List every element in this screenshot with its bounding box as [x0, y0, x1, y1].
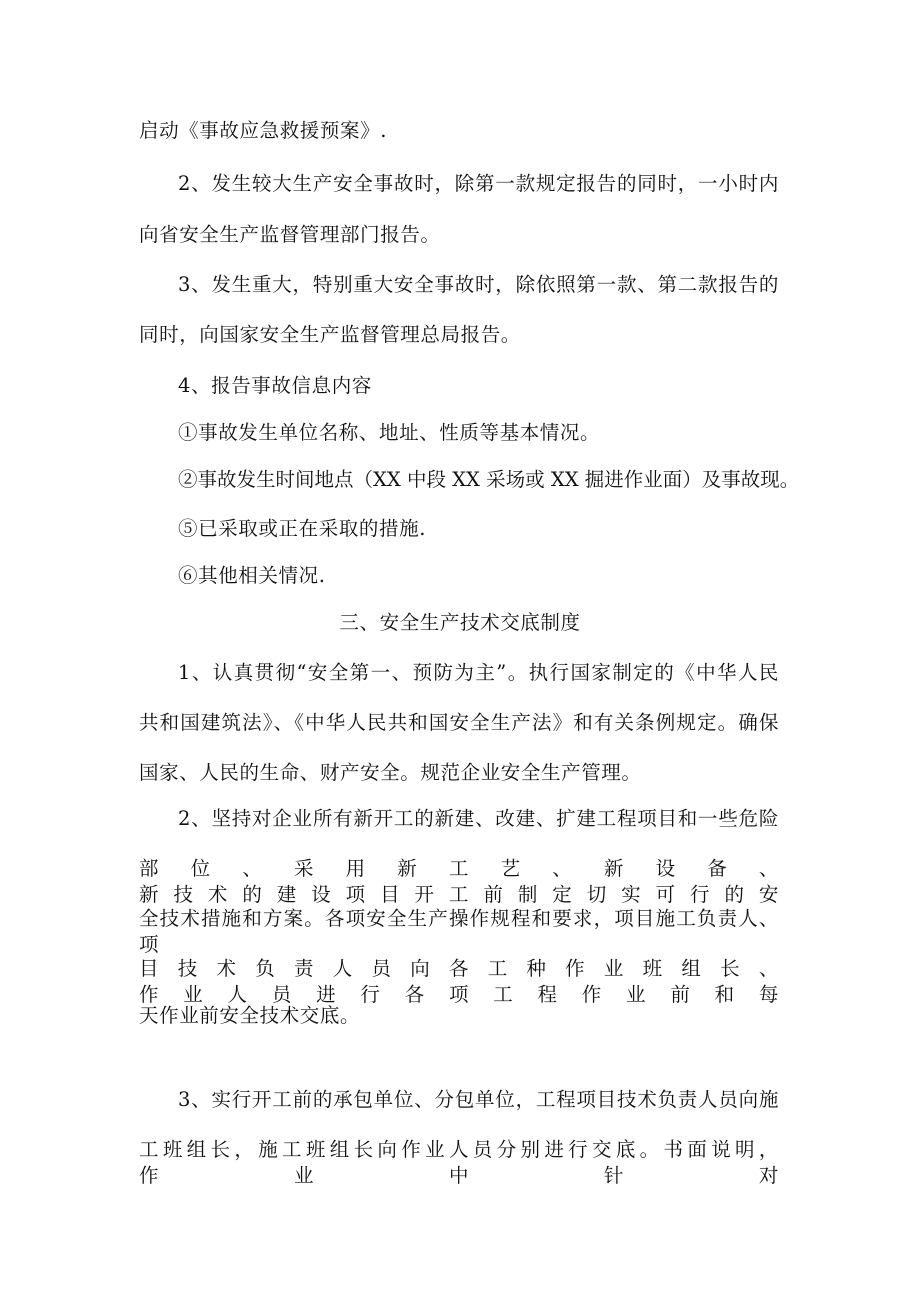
text-line: 共和国建筑法》、《中华人民共和国安全生产法》和有关条例规定。确保 — [139, 711, 779, 734]
text-line: 3、发生重大，特别重大安全事故时，除依照第一款、第二款报告的 — [178, 273, 779, 296]
text-line: 全技术措施和方案。各项安全生产操作规程和要求，项目施工负责人、项 — [139, 907, 779, 956]
text-line: 2、坚持对企业所有新开工的新建、改建、扩建工程项目和一些危险 — [178, 807, 779, 830]
text-line: 3、实行开工前的承包单位、分包单位，工程项目技术负责人员向施 — [178, 1088, 779, 1111]
text-line: 同时，向国家安全生产监督管理总局报告。 — [139, 323, 521, 346]
text-line: 1、认真贯彻“安全第一、预防为主”。执行国家制定的《中华人民 — [178, 661, 779, 684]
text-line: ①事故发生单位名称、地址、性质等基本情况。 — [178, 421, 601, 444]
text-line: 4、报告事故信息内容 — [178, 374, 372, 397]
text-line: 工班组长，施工班组长向作业人员分别进行交底。书面说明，作业中针对 — [139, 1138, 779, 1187]
text-line: 目技术负责人员向各工种作业班组长、作业人员进行各项工程作业前和每 — [139, 957, 779, 1006]
text-line: 向省安全生产监督管理部门报告。 — [139, 223, 441, 246]
text-line: ②事故发生时间地点（XX 中段 XX 采场或 XX 掘进作业面）及事故现。 — [178, 468, 800, 491]
text-line: 部位、采用新工艺、新设备、新技术的建设项目开工前制定切实可行的安 — [139, 857, 779, 906]
section-heading: 三、安全生产技术交底制度 — [339, 611, 581, 634]
text-line: 启动《事故应急救援预案》. — [139, 119, 387, 142]
text-line: ⑥其他相关情况. — [178, 564, 326, 587]
text-line: ⑤已采取或正在采取的措施. — [178, 517, 426, 540]
text-line: 天作业前安全技术交底。 — [139, 1004, 361, 1027]
text-line: 2、发生较大生产安全事故时，除第一款规定报告的同时，一小时内 — [178, 172, 779, 195]
text-line: 国家、人民的生命、财产安全。规范企业安全生产管理。 — [139, 761, 642, 784]
